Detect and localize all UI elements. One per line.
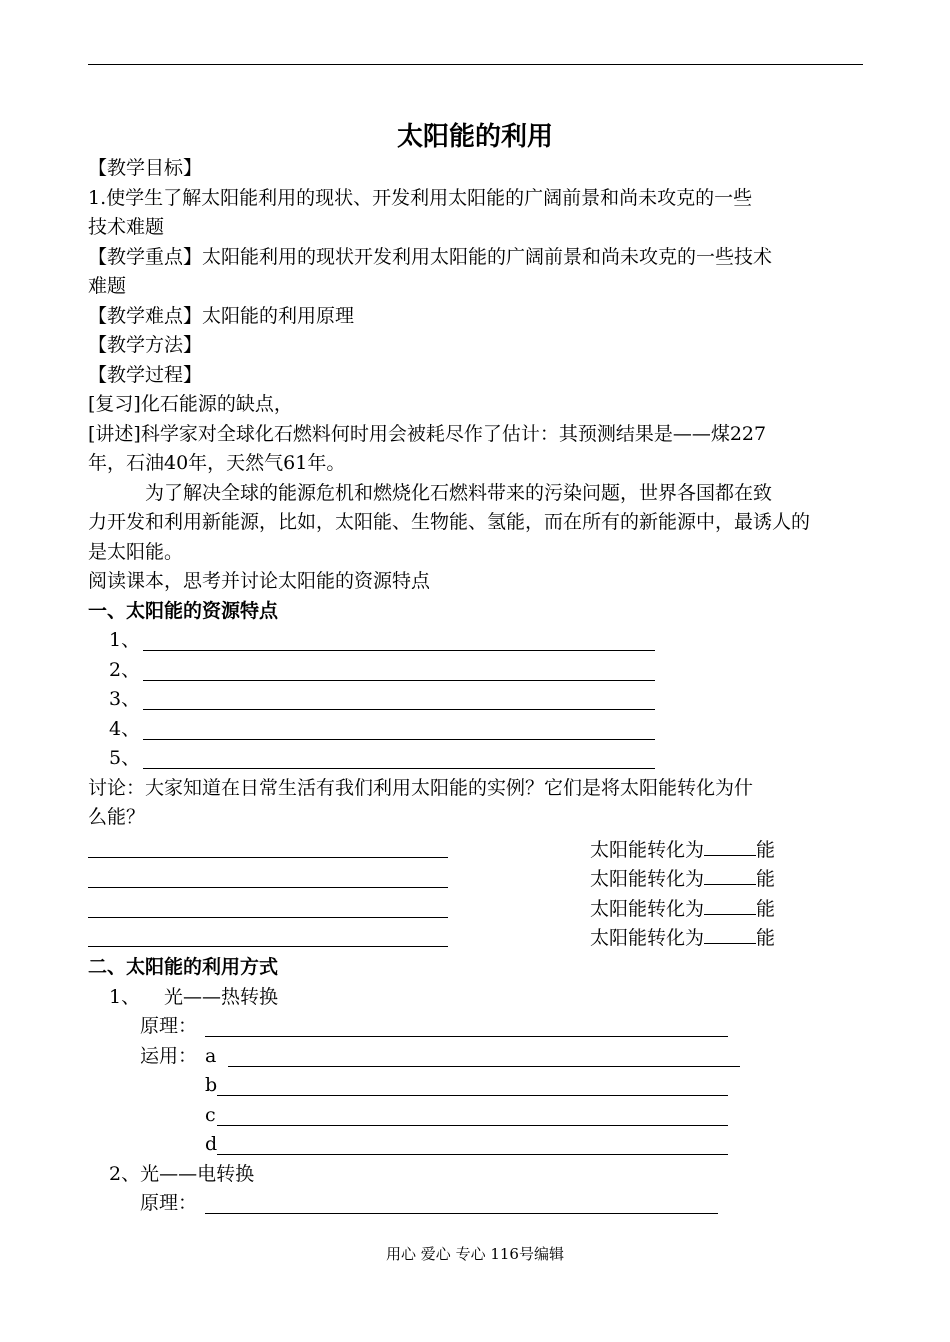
feature-blank-2[interactable] (143, 680, 655, 681)
objective-text-line1: 1.使学生了解太阳能利用的现状、开发利用太阳能的广阔前景和尚未攻克的一些 (88, 187, 753, 209)
energy-blank[interactable] (704, 925, 756, 944)
conversion-row-1 (590, 837, 775, 862)
feature-blank-4[interactable] (143, 739, 655, 740)
feature-item-number: 2、 (109, 659, 141, 681)
example-blank-1[interactable] (88, 857, 448, 858)
paragraph-line3: 是太阳能。 (88, 541, 184, 563)
section1-heading: 一、太阳能的资源特点 (88, 600, 279, 622)
conversion-suffix: 能 (756, 868, 776, 890)
section2-heading: 二、太阳能的利用方式 (88, 956, 279, 978)
difficulty-line: 【教学难点】太阳能的利用原理 (88, 305, 355, 327)
lecture-line2: 年，石油40年，天然气61年。 (88, 452, 346, 474)
method-label: 【教学方法】 (88, 334, 203, 356)
conversion-row-3 (590, 896, 775, 921)
use-blank-c[interactable] (217, 1125, 728, 1126)
feature-blank-1[interactable] (143, 650, 655, 651)
use-blank-d[interactable] (217, 1154, 728, 1155)
conversion-suffix: 能 (756, 839, 776, 861)
feature-blank-5[interactable] (143, 768, 655, 769)
paragraph-line2: 力开发和利用新能源，比如，太阳能、生物能、氢能，而在所有的新能源中，最诱人的 (88, 511, 811, 533)
principle-blank-2[interactable] (205, 1213, 718, 1214)
use-letter: b (205, 1074, 218, 1096)
paragraph-line1: 为了解决全球的能源危机和燃烧化石燃料带来的污染问题，世界各国都在致 (145, 482, 773, 504)
use-blank-b[interactable] (217, 1095, 728, 1096)
page-title: 太阳能的利用 (396, 122, 553, 152)
conversion-prefix: 太阳能转化为 (590, 868, 705, 890)
conversion-prefix: 太阳能转化为 (590, 898, 705, 920)
principle-label: 原理： (140, 1015, 198, 1037)
page-footer: 用心 爱心 专心 116号编辑 (386, 1245, 564, 1263)
use-letter: c (205, 1104, 216, 1126)
energy-blank[interactable] (704, 837, 756, 856)
reading-instruction: 阅读课本，思考并讨论太阳能的资源特点 (88, 570, 431, 592)
feature-item-number: 4、 (109, 718, 141, 740)
process-label: 【教学过程】 (88, 364, 203, 386)
conversion-row-4 (590, 925, 775, 950)
subsection2-title: 2、光——电转换 (109, 1163, 255, 1185)
example-blank-2[interactable] (88, 887, 448, 888)
use-blank-a[interactable] (228, 1066, 740, 1067)
header-rule (88, 64, 863, 65)
principle-label: 原理： (140, 1192, 198, 1214)
discussion-line1: 讨论：大家知道在日常生活有我们利用太阳能的实例？它们是将太阳能转化为什 (88, 777, 754, 799)
key-points-line1: 【教学重点】太阳能利用的现状开发利用太阳能的广阔前景和尚未攻克的一些技术 (88, 246, 773, 268)
energy-blank[interactable] (704, 866, 756, 885)
lecture-line1: [讲述]科学家对全球化石燃料何时用会被耗尽作了估计：其预测结果是——煤227 (88, 423, 767, 445)
energy-blank[interactable] (704, 896, 756, 915)
conversion-row-2 (590, 866, 775, 891)
use-letter: a (205, 1045, 217, 1067)
objective-text-line2: 技术难题 (88, 216, 165, 238)
subsection1-number: 1、 (109, 986, 141, 1008)
example-blank-3[interactable] (88, 917, 448, 918)
subsection1-title: 光——热转换 (164, 986, 279, 1008)
feature-item-number: 3、 (109, 688, 141, 710)
discussion-line2: 么能？ (88, 806, 146, 828)
use-letter: d (205, 1133, 218, 1155)
objective-label: 【教学目标】 (88, 157, 203, 179)
example-blank-4[interactable] (88, 946, 448, 947)
review-line: [复习]化石能源的缺点， (88, 393, 293, 415)
principle-blank-1[interactable] (205, 1036, 728, 1037)
conversion-suffix: 能 (756, 898, 776, 920)
conversion-suffix: 能 (756, 927, 776, 949)
feature-blank-3[interactable] (143, 709, 655, 710)
feature-item-number: 1、 (109, 629, 141, 651)
feature-item-number: 5、 (109, 747, 141, 769)
conversion-prefix: 太阳能转化为 (590, 839, 705, 861)
use-label: 运用： (140, 1045, 198, 1067)
key-points-line2: 难题 (88, 275, 127, 297)
conversion-prefix: 太阳能转化为 (590, 927, 705, 949)
